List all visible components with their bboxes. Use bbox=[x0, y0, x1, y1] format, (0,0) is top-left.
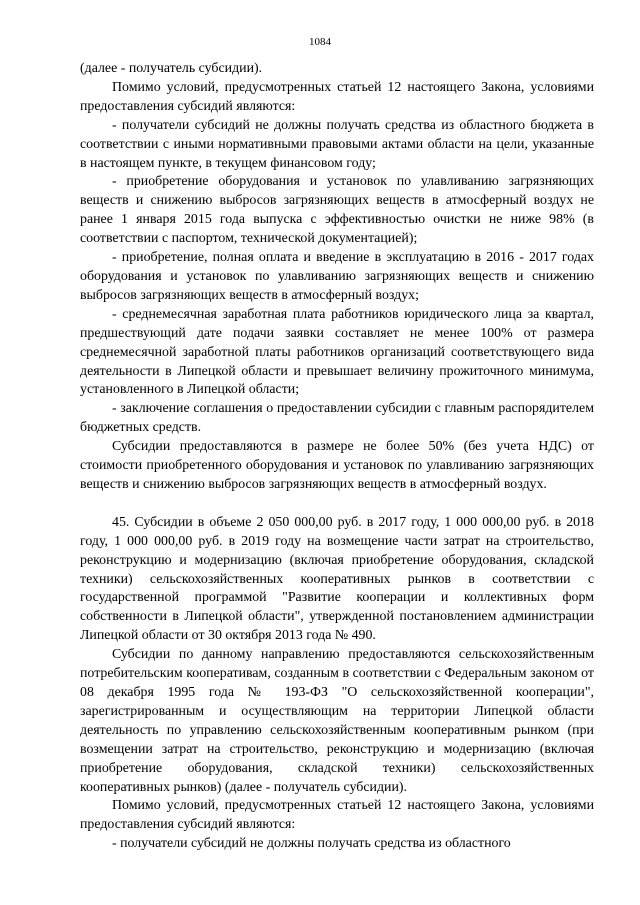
paragraph-subsidy-amount: Субсидии предоставляются в размере не более 50% (без учета НДС) от стоимости приобретенного оборудования и установок по улавливанию загрязняющих веществ и снижению выбросов загрязняющих веществ в атмосферный воздух. bbox=[80, 439, 594, 492]
page-number: 1084 bbox=[309, 36, 331, 48]
paragraph-condition-item: - приобретение оборудования и установок по улавливанию загрязняющих веществ и снижению выбросов загрязняющих веществ в атмосферный воздух не ранее 1 января 2015 года выпуска с эффективностью очистки не ниже 98% (в соответствии с паспортом, технической документацией); bbox=[80, 174, 594, 247]
paragraph-section-45: 45. Субсидии в объеме 2 050 000,00 руб. в 2017 году, 1 000 000,00 руб. в 2018 году, 1 000 000,00 руб. в 2019 году на возмещение части затрат на строительство, реконструкцию и модернизацию (включая приобретение оборудования, складской техники) сельскохозяйственных кооперативных рынков в соответствии с государственной программой "Развитие кооперации и коллективных форм собственности в Липецкой области", утвержденной постановлением администрации Липецкой области от 30 октября 2013 года № 490. bbox=[80, 514, 594, 644]
paragraph-continuation: (далее - получатель субсидии). bbox=[80, 61, 263, 76]
paragraph-conditions-intro: Помимо условий, предусмотренных статьей 12 настоящего Закона, условиями предоставления субсидий являются: bbox=[80, 79, 594, 114]
paragraph-conditions-intro: Помимо условий, предусмотренных статьей 12 настоящего Закона, условиями предоставления субсидий являются: bbox=[80, 798, 594, 833]
document-body bbox=[80, 60, 594, 854]
paragraph-condition-item: - получатели субсидий не должны получать средства из областного bbox=[112, 836, 511, 852]
paragraph-condition-item: - среднемесячная заработная плата работников юридического лица за квартал, предшествующий дате подачи заявки составляет не менее 100% от размера среднемесячной заработной платы работников организаций соответствующего вида деятельности в Липецкой области и превышает величину прожиточного минимума, установленного в Липецкой области; bbox=[80, 306, 594, 398]
paragraph-condition-item: - приобретение, полная оплата и введение в эксплуатацию в 2016 - 2017 годах оборудования и установок по улавливанию загрязняющих веществ и снижению выбросов загрязняющих веществ в атмосферный воздух; bbox=[80, 250, 594, 303]
paragraph-condition-item: - заключение соглашения о предоставлении субсидии с главным распорядителем бюджетных средств. bbox=[80, 401, 594, 436]
paragraph-condition-item: - получатели субсидий не должны получать средства из областного бюджета в соответствии с иными нормативными правовыми актами области на цели, указанные в настоящем пункте, в текущем финансовом году; bbox=[80, 117, 594, 171]
paragraph-recipients: Субсидии по данному направлению предоставляются сельскохозяйственным потребительским кооперативам, созданным в соответствии с Федеральным законом от 08 декабря 1995 года № 193-ФЗ "О сельскохозяйственной кооперации", зарегистрированным и осуществляющим на территории Липецкой области деятельность по управлению сельскохозяйственным кооперативным рынком (при возмещении затрат на строительство, реконструкцию и модернизацию (включая приобретение оборудования, складской техники) сельскохозяйственных кооперативных рынков) (далее - получатель субсидии). bbox=[80, 647, 594, 795]
